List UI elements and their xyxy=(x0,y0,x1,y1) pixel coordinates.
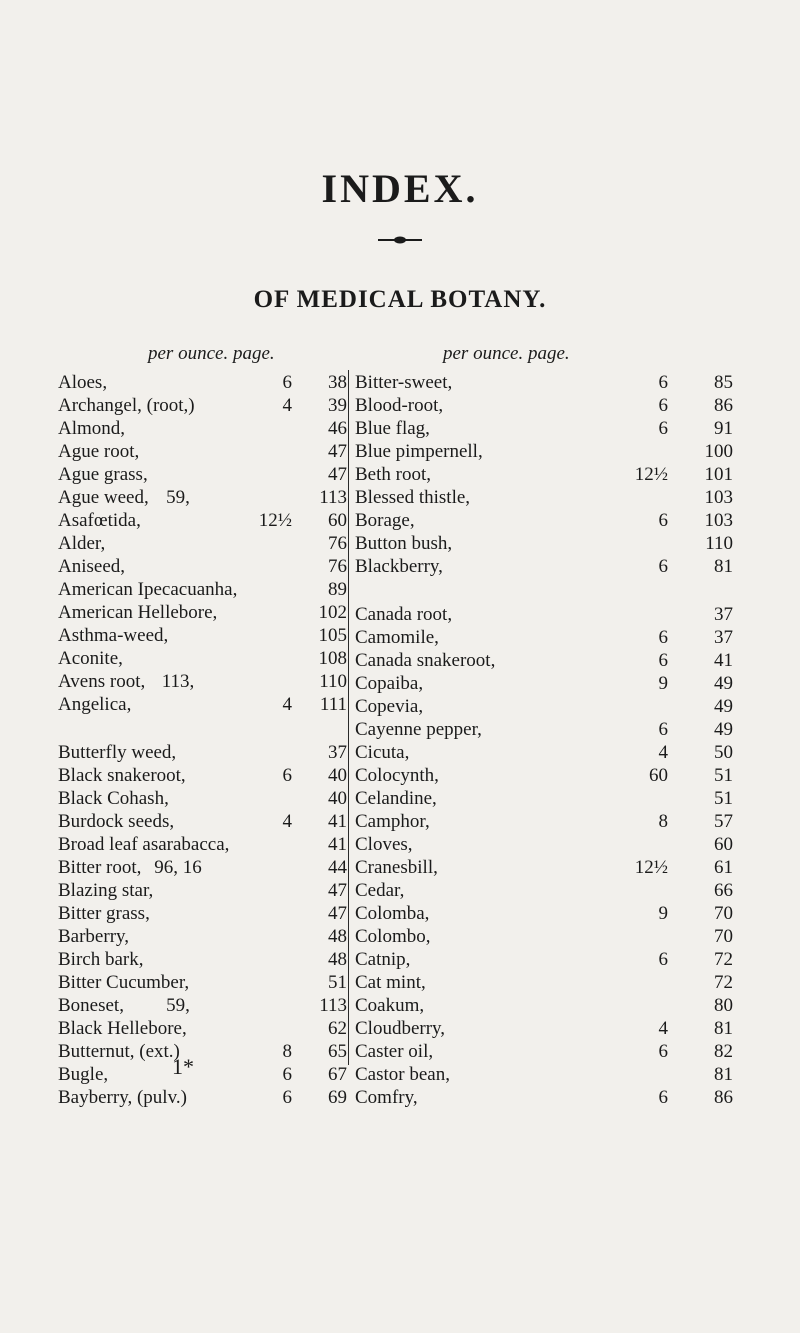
index-entry xyxy=(349,603,749,626)
entry-page-number: 110 xyxy=(319,671,347,692)
entry-price-per-ounce: 4 xyxy=(658,742,668,763)
index-entry xyxy=(58,601,348,624)
entry-price-per-ounce: 4 xyxy=(658,1018,668,1039)
entry-page-number: 70 xyxy=(714,903,733,924)
index-entry xyxy=(58,1017,348,1040)
group-spacer xyxy=(349,578,749,603)
entry-name: Cranesbill, xyxy=(355,857,438,878)
entry-page-number: 60 xyxy=(714,834,733,855)
index-entry xyxy=(349,971,749,994)
entry-page-number: 44 xyxy=(328,857,347,878)
index-entry xyxy=(349,672,749,695)
index-entry xyxy=(349,787,749,810)
entry-page-number: 39 xyxy=(328,395,347,416)
entry-name: Blazing star, xyxy=(58,880,154,901)
entry-page-number: 49 xyxy=(714,673,733,694)
divider-ornament xyxy=(378,234,422,246)
entry-cross-reference: 59, xyxy=(166,995,190,1016)
index-entry xyxy=(349,810,749,833)
entry-name: Broad leaf asarabacca, xyxy=(58,834,230,855)
entry-price-per-ounce: 9 xyxy=(658,673,668,694)
entry-name: Cloves, xyxy=(355,834,413,855)
entry-price-per-ounce: 4 xyxy=(282,811,292,832)
entry-page-number: 72 xyxy=(714,972,733,993)
index-entry xyxy=(58,371,348,394)
entry-name: Coakum, xyxy=(355,995,425,1016)
index-entry xyxy=(349,649,749,672)
entry-name: Ague grass, xyxy=(58,464,148,485)
entry-name: Camomile, xyxy=(355,627,439,648)
index-entry xyxy=(349,486,749,509)
entry-price-per-ounce: 6 xyxy=(658,372,668,393)
entry-page-number: 113 xyxy=(319,487,347,508)
entry-name: Bitter Cucumber, xyxy=(58,972,190,993)
entry-price-per-ounce: 6 xyxy=(282,765,292,786)
entry-price-per-ounce: 12½ xyxy=(634,857,668,878)
entry-name: Blood-root, xyxy=(355,395,444,416)
entry-cross-reference: 96, 16 xyxy=(154,857,202,878)
index-entry xyxy=(349,741,749,764)
entry-price-per-ounce: 6 xyxy=(282,372,292,393)
entry-name: Ague weed, xyxy=(58,487,149,508)
index-entry xyxy=(349,555,749,578)
entry-page-number: 51 xyxy=(714,765,733,786)
entry-page-number: 40 xyxy=(328,765,347,786)
index-entry xyxy=(349,695,749,718)
entry-name: Blue pimpernell, xyxy=(355,441,483,462)
index-entry xyxy=(349,718,749,741)
entry-page-number: 47 xyxy=(328,903,347,924)
entry-price-per-ounce: 6 xyxy=(658,627,668,648)
page-title: INDEX. xyxy=(321,166,479,211)
entry-price-per-ounce: 6 xyxy=(282,1064,292,1085)
entry-page-number: 81 xyxy=(714,556,733,577)
entry-page-number: 61 xyxy=(714,857,733,878)
index-entry xyxy=(58,578,348,601)
entry-name: Castor bean, xyxy=(355,1064,450,1085)
entry-name: American Hellebore, xyxy=(58,602,218,623)
index-entry xyxy=(349,833,749,856)
index-entry xyxy=(58,670,348,693)
index-entry xyxy=(58,879,348,902)
entry-page-number: 48 xyxy=(328,949,347,970)
index-entry xyxy=(58,1063,348,1086)
entry-page-number: 38 xyxy=(328,372,347,393)
index-entry xyxy=(58,486,348,509)
entry-name: American Ipecacuanha, xyxy=(58,579,238,600)
entry-name: Butternut, (ext.) xyxy=(58,1041,180,1062)
entry-name: Almond, xyxy=(58,418,126,439)
entry-name: Asafœtida, xyxy=(58,510,141,531)
index-entry xyxy=(58,741,348,764)
entry-page-number: 113 xyxy=(319,995,347,1016)
entry-name: Caster oil, xyxy=(355,1041,434,1062)
right-index-column xyxy=(349,343,749,1109)
entry-page-number: 51 xyxy=(714,788,733,809)
index-entry xyxy=(349,626,749,649)
index-entry xyxy=(58,647,348,670)
entry-page-number: 86 xyxy=(714,1087,733,1108)
index-entry xyxy=(58,925,348,948)
index-entry xyxy=(58,994,348,1017)
entry-price-per-ounce: 6 xyxy=(658,1041,668,1062)
left-column-header xyxy=(58,343,348,371)
entry-page-number: 50 xyxy=(714,742,733,763)
entry-name: Angelica, xyxy=(58,694,132,715)
entry-page-number: 110 xyxy=(705,533,733,554)
entry-page-number: 108 xyxy=(318,648,347,669)
entry-page-number: 37 xyxy=(328,742,347,763)
entry-name: Canada root, xyxy=(355,604,453,625)
index-entry xyxy=(58,833,348,856)
index-entry xyxy=(349,463,749,486)
entry-name: Canada snakeroot, xyxy=(355,650,496,671)
entry-name: Cedar, xyxy=(355,880,405,901)
entry-price-per-ounce: 6 xyxy=(658,719,668,740)
entry-cross-reference: 113, xyxy=(161,671,195,692)
entry-name: Butterfly weed, xyxy=(58,742,177,763)
entry-page-number: 82 xyxy=(714,1041,733,1062)
entry-price-per-ounce: 6 xyxy=(658,949,668,970)
index-entry xyxy=(58,463,348,486)
entry-name: Cat mint, xyxy=(355,972,426,993)
entry-name: Copaiba, xyxy=(355,673,424,694)
entry-page-number: 89 xyxy=(328,579,347,600)
index-entry xyxy=(58,624,348,647)
index-entry xyxy=(349,856,749,879)
entry-name: Asthma-weed, xyxy=(58,625,169,646)
entry-price-per-ounce: 60 xyxy=(649,765,668,786)
index-entry xyxy=(349,1040,749,1063)
entry-price-per-ounce: 8 xyxy=(282,1041,292,1062)
entry-page-number: 67 xyxy=(328,1064,347,1085)
entry-page-number: 105 xyxy=(318,625,347,646)
index-entry xyxy=(349,394,749,417)
entry-name: Aconite, xyxy=(58,648,123,669)
entry-name: Bitter-sweet, xyxy=(355,372,453,393)
entry-name: Aniseed, xyxy=(58,556,126,577)
entry-name: Black Hellebore, xyxy=(58,1018,187,1039)
entry-name: Ague root, xyxy=(58,441,140,462)
entry-name: Cloudberry, xyxy=(355,1018,446,1039)
index-entry xyxy=(58,532,348,555)
entry-page-number: 81 xyxy=(714,1064,733,1085)
entry-name: Alder, xyxy=(58,533,106,554)
entry-page-number: 57 xyxy=(714,811,733,832)
column-header-label: per ounce. page. xyxy=(148,343,275,364)
entry-name: Cicuta, xyxy=(355,742,410,763)
entry-name: Birch bark, xyxy=(58,949,144,970)
index-entry xyxy=(349,948,749,971)
index-entry xyxy=(349,532,749,555)
entry-price-per-ounce: 6 xyxy=(658,1087,668,1108)
entry-name: Copevia, xyxy=(355,696,424,717)
index-entry xyxy=(58,509,348,532)
entry-name: Bitter grass, xyxy=(58,903,150,924)
entry-price-per-ounce: 12½ xyxy=(634,464,668,485)
index-entry xyxy=(349,879,749,902)
entry-cross-reference: 59, xyxy=(166,487,190,508)
entry-name: Celandine, xyxy=(355,788,437,809)
entry-page-number: 76 xyxy=(328,556,347,577)
entry-page-number: 47 xyxy=(328,441,347,462)
index-entry xyxy=(349,994,749,1017)
entry-page-number: 40 xyxy=(328,788,347,809)
index-entry xyxy=(58,787,348,810)
entry-page-number: 37 xyxy=(714,627,733,648)
entry-page-number: 51 xyxy=(328,972,347,993)
entry-name: Black snakeroot, xyxy=(58,765,186,786)
entry-page-number: 85 xyxy=(714,372,733,393)
entry-name: Colocynth, xyxy=(355,765,439,786)
index-entry xyxy=(58,440,348,463)
entry-page-number: 41 xyxy=(328,834,347,855)
index-entry xyxy=(58,764,348,787)
right-column-header xyxy=(349,343,749,371)
entry-page-number: 103 xyxy=(704,510,733,531)
entry-name: Comfry, xyxy=(355,1087,418,1108)
entry-price-per-ounce: 6 xyxy=(658,418,668,439)
entry-page-number: 41 xyxy=(714,650,733,671)
index-entry xyxy=(58,948,348,971)
entry-name: Borage, xyxy=(355,510,415,531)
entry-price-per-ounce: 8 xyxy=(658,811,668,832)
entry-name: Camphor, xyxy=(355,811,430,832)
entry-name: Archangel, (root,) xyxy=(58,395,195,416)
entry-name: Blue flag, xyxy=(355,418,430,439)
entry-name: Colombo, xyxy=(355,926,431,947)
entry-page-number: 48 xyxy=(328,926,347,947)
index-entry xyxy=(349,1086,749,1109)
entry-name: Beth root, xyxy=(355,464,431,485)
column-header-label: per ounce. page. xyxy=(443,343,570,364)
index-entry xyxy=(349,925,749,948)
entry-page-number: 86 xyxy=(714,395,733,416)
entry-page-number: 47 xyxy=(328,880,347,901)
entry-page-number: 103 xyxy=(704,487,733,508)
entry-name: Button bush, xyxy=(355,533,453,554)
index-entry xyxy=(349,1063,749,1086)
entry-price-per-ounce: 6 xyxy=(658,556,668,577)
entry-name: Burdock seeds, xyxy=(58,811,175,832)
entry-page-number: 49 xyxy=(714,696,733,717)
entry-page-number: 80 xyxy=(714,995,733,1016)
entry-page-number: 62 xyxy=(328,1018,347,1039)
right-entry-list xyxy=(349,371,749,1109)
index-entry xyxy=(58,971,348,994)
entry-price-per-ounce: 12½ xyxy=(258,510,292,531)
index-entry xyxy=(58,555,348,578)
entry-price-per-ounce: 6 xyxy=(658,510,668,531)
entry-name: Cayenne pepper, xyxy=(355,719,482,740)
entry-page-number: 60 xyxy=(328,510,347,531)
entry-name: Catnip, xyxy=(355,949,411,970)
entry-name: Boneset, xyxy=(58,995,124,1016)
entry-name: Bitter root, xyxy=(58,857,142,878)
index-entry xyxy=(58,417,348,440)
index-entry xyxy=(349,764,749,787)
index-entry xyxy=(58,693,348,716)
index-entry xyxy=(58,902,348,925)
entry-page-number: 70 xyxy=(714,926,733,947)
entry-price-per-ounce: 6 xyxy=(658,650,668,671)
entry-name: Blackberry, xyxy=(355,556,443,577)
entry-page-number: 72 xyxy=(714,949,733,970)
entry-name: Blessed thistle, xyxy=(355,487,471,508)
index-entry xyxy=(58,856,348,879)
index-entry xyxy=(349,1017,749,1040)
entry-page-number: 111 xyxy=(319,694,347,715)
entry-page-number: 91 xyxy=(714,418,733,439)
entry-page-number: 100 xyxy=(704,441,733,462)
entry-price-per-ounce: 9 xyxy=(658,903,668,924)
index-entry xyxy=(349,440,749,463)
entry-page-number: 69 xyxy=(328,1087,347,1108)
entry-name: Avens root, xyxy=(58,671,146,692)
index-entry xyxy=(349,417,749,440)
index-entry xyxy=(349,371,749,394)
index-entry xyxy=(58,1086,348,1109)
entry-page-number: 49 xyxy=(714,719,733,740)
entry-page-number: 102 xyxy=(318,602,347,623)
entry-name: Bugle, xyxy=(58,1064,109,1085)
entry-page-number: 37 xyxy=(714,604,733,625)
index-entry xyxy=(349,509,749,532)
entry-price-per-ounce: 4 xyxy=(282,395,292,416)
entry-page-number: 101 xyxy=(704,464,733,485)
signature-mark: 1* xyxy=(172,1054,194,1079)
entry-page-number: 47 xyxy=(328,464,347,485)
entry-name: Aloes, xyxy=(58,372,108,393)
index-entry xyxy=(58,394,348,417)
entry-price-per-ounce: 6 xyxy=(658,395,668,416)
entry-name: Bayberry, (pulv.) xyxy=(58,1087,187,1108)
entry-page-number: 41 xyxy=(328,811,347,832)
left-entry-list xyxy=(58,371,348,1109)
entry-name: Barberry, xyxy=(58,926,130,947)
left-index-column xyxy=(58,343,348,1109)
entry-name: Black Cohash, xyxy=(58,788,169,809)
section-subtitle: OF MEDICAL BOTANY. xyxy=(253,286,547,313)
entry-page-number: 81 xyxy=(714,1018,733,1039)
entry-page-number: 76 xyxy=(328,533,347,554)
entry-page-number: 65 xyxy=(328,1041,347,1062)
entry-page-number: 46 xyxy=(328,418,347,439)
group-spacer xyxy=(58,716,348,741)
entry-page-number: 66 xyxy=(714,880,733,901)
index-entry xyxy=(58,810,348,833)
index-entry xyxy=(349,902,749,925)
entry-price-per-ounce: 6 xyxy=(282,1087,292,1108)
entry-name: Colomba, xyxy=(355,903,430,924)
entry-price-per-ounce: 4 xyxy=(282,694,292,715)
index-entry xyxy=(58,1040,348,1063)
